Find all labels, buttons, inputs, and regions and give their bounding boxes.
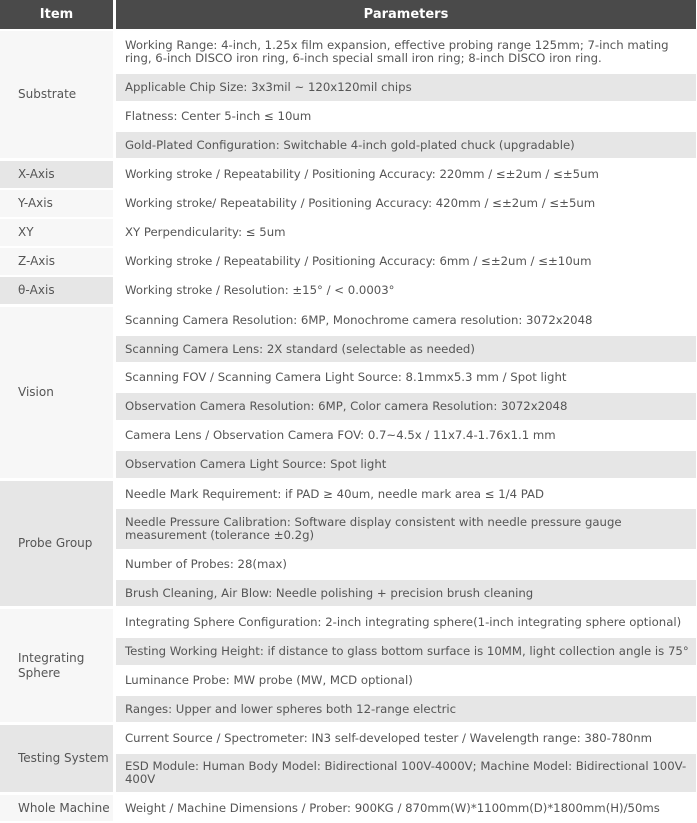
row-parameter: Number of Probes: 28(max) [116, 551, 696, 578]
row-parameter: Brush Cleaning, Air Blow: Needle polishing + precision brush cleaning [116, 580, 696, 606]
row-item-label: XY [0, 219, 113, 246]
row-parameter: Applicable Chip Size: 3x3mil ~ 120x120mil chips [116, 74, 696, 101]
row-item-label: θ-Axis [0, 277, 113, 304]
row-parameter: Observation Camera Resolution: 6MP, Color camera Resolution: 3072x2048 [116, 393, 696, 420]
row-parameter: Working stroke / Repeatability / Positioning Accuracy: 220mm / ≤±2um / ≤±5um [116, 161, 696, 188]
row-parameter: Integrating Sphere Configuration: 2-inch integrating sphere(1-inch integrating sphere optional) [116, 609, 696, 636]
row-item-label: Vision [0, 307, 113, 478]
row-item-label: Whole Machine [0, 795, 113, 821]
row-parameter: Scanning Camera Resolution: 6MP, Monochrome camera resolution: 3072x2048 [116, 307, 696, 334]
row-parameter: Working stroke / Resolution: ±15° / < 0.0003° [116, 277, 696, 304]
row-parameter: Working stroke / Repeatability / Positioning Accuracy: 6mm / ≤±2um / ≤±10um [116, 248, 696, 275]
row-parameter: Flatness: Center 5-inch ≤ 10um [116, 103, 696, 130]
row-item-label: Probe Group [0, 481, 113, 606]
row-parameter: Needle Pressure Calibration: Software display consistent with needle pressure gauge measurement (tolerance ±0.2g) [116, 509, 696, 549]
row-parameter: Testing Working Height: if distance to glass bottom surface is 10MM, light collection angle is 75° [116, 638, 696, 665]
row-item-label: Z-Axis [0, 248, 113, 275]
row-parameter: Luminance Probe: MW probe (MW, MCD optional) [116, 667, 696, 694]
row-item-label: Substrate [0, 31, 113, 158]
row-item-label: X-Axis [0, 161, 113, 188]
row-parameter: Camera Lens / Observation Camera FOV: 0.7~4.5x / 11x7.4-1.76x1.1 mm [116, 422, 696, 449]
row-parameter: Gold-Plated Configuration: Switchable 4-inch gold-plated chuck (upgradable) [116, 132, 696, 158]
row-parameter: Needle Mark Requirement: if PAD ≥ 40um, needle mark area ≤ 1/4 PAD [116, 481, 696, 507]
row-item-label: Y-Axis [0, 190, 113, 217]
row-item-label: Integrating Sphere [0, 609, 113, 722]
row-parameter: Scanning Camera Lens: 2X standard (selectable as needed) [116, 336, 696, 362]
row-parameter: Working Range: 4-inch, 1.25x film expansion, effective probing range 125mm; 7-inch mating ring, 6-inch DISCO iron ring, 6-inch special small iron ring; 8-inch DISCO iron ring. [116, 31, 696, 72]
row-parameter: Weight / Machine Dimensions / Prober: 900KG / 870mm(W)*1100mm(D)*1800mm(H)/50ms [116, 795, 696, 821]
row-parameter: Current Source / Spectrometer: IN3 self-developed tester / Wavelength range: 380-780nm [116, 725, 696, 752]
row-parameter: Observation Camera Light Source: Spot light [116, 451, 696, 478]
row-parameter: ESD Module: Human Body Model: Bidirectional 100V-4000V; Machine Model: Bidirectional 100V-400V [116, 754, 696, 792]
row-parameter: Scanning FOV / Scanning Camera Light Source: 8.1mmx5.3 mm / Spot light [116, 364, 696, 391]
row-parameter: XY Perpendicularity: ≤ 5um [116, 219, 696, 246]
row-item-label: Testing System [0, 725, 113, 792]
header-item: Item [0, 0, 113, 29]
header-parameters: Parameters [116, 0, 696, 29]
row-parameter: Working stroke/ Repeatability / Positioning Accuracy: 420mm / ≤±2um / ≤±5um [116, 190, 696, 217]
row-parameter: Ranges: Upper and lower spheres both 12-range electric [116, 696, 696, 722]
